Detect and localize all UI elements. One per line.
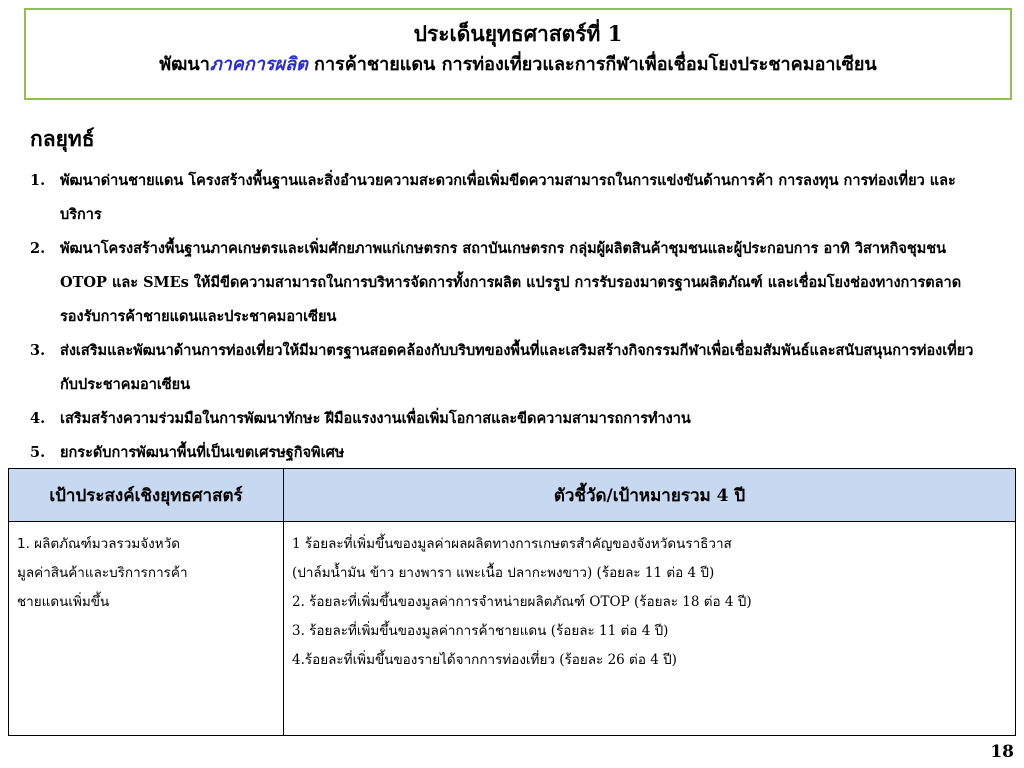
indicator-cell <box>284 522 1016 736</box>
subtitle-rest: การค้าชายแดน การท่องเที่ยวและการกีฬาเพื่อเชื่อมโยงประชาคมอาเซียน <box>307 54 877 75</box>
page-title: ประเด็นยุทธศาสตร์ที่ 1 <box>413 21 623 46</box>
page-number: 18 <box>990 742 1014 762</box>
title-box <box>24 8 1012 100</box>
indicator-line: 2. ร้อยละที่เพิ่มขึ้นของมูลค่าการจำหน่ายผลิตภัณฑ์ OTOP (ร้อยละ 18 ต่อ 4 ปี) <box>292 594 752 610</box>
strategy-item-number: 1. <box>30 172 46 189</box>
table-header-row <box>9 469 1016 522</box>
strategy-item-text: ยกระดับการพัฒนาพื้นที่เป็นเขตเศรษฐกิจพิเศษ <box>60 444 345 461</box>
goal-cell <box>9 522 284 736</box>
strategy-item-text: ส่งเสริมและพัฒนาด้านการท่องเที่ยวให้มีมาตรฐานสอดคล้องกับบริบทของพื้นที่และเสริมสร้างกิจกรรมกีฬาเพื่อเชื่อมสัมพันธ์และสนับสนุนการท่องเที่ยวกับประชาคมอาเซียน <box>60 342 974 393</box>
goals-indicators-table <box>8 468 1016 736</box>
indicator-line: (ปาล์มน้ำมัน ข้าว ยางพารา แพะเนื้อ ปลากะพงขาว) (ร้อยละ 11 ต่อ 4 ปี) <box>292 565 715 581</box>
page-subtitle <box>26 52 1010 78</box>
strategy-item-number: 2. <box>30 240 46 257</box>
indicator-line: 3. ร้อยละที่เพิ่มขึ้นของมูลค่าการค้าชายแดน (ร้อยละ 11 ต่อ 4 ปี) <box>292 623 669 639</box>
strategy-item-number: 4. <box>30 410 46 427</box>
strategy-item-number: 5. <box>30 444 46 461</box>
subtitle-prefix: พัฒนา <box>159 54 210 75</box>
strategy-item <box>30 402 1020 436</box>
goal-text: 1. ผลิตภัณฑ์มวลรวมจังหวัด มูลค่าสินค้าและบริการการค้า ชายแดนเพิ่มขึ้น <box>17 536 188 610</box>
indicator-line: 1 ร้อยละที่เพิ่มขึ้นของมูลค่าผลผลิตทางการเกษตรสำคัญของจังหวัดนราธิวาส <box>292 536 732 552</box>
strategy-item <box>30 232 1020 334</box>
strategy-item-number: 3. <box>30 342 46 359</box>
indicator-line: 4.ร้อยละที่เพิ่มขึ้นของรายได้จากการท่องเที่ยว (ร้อยละ 26 ต่อ 4 ปี) <box>292 652 677 668</box>
strategy-item <box>30 334 1020 402</box>
subtitle-highlight: ภาคการผลิต <box>209 54 308 75</box>
strategy-item-text: เสริมสร้างความร่วมมือในการพัฒนาทักษะ ฝีมือแรงงานเพื่อเพิ่มโอกาสและขีดความสามารถการทำงาน <box>60 410 691 427</box>
strategy-heading: กลยุทธ์ <box>30 126 95 151</box>
strategy-item-text: พัฒนาด่านชายแดน โครงสร้างพื้นฐานและสิ่งอำนวยความสะดวกเพื่อเพิ่มขีดความสามารถในการแข่งขันด้านการค้า การลงทุน การท่องเที่ยว และบริการ <box>60 172 956 223</box>
table-row <box>9 522 1016 736</box>
goal-column-header: เป้าประสงค์เชิงยุทธศาสตร์ <box>9 469 284 522</box>
strategy-section <box>30 124 1020 470</box>
strategy-item <box>30 436 1020 470</box>
strategy-item <box>30 164 1020 232</box>
indicator-column-header: ตัวชี้วัด/เป้าหมายรวม 4 ปี <box>284 469 1016 522</box>
strategy-item-text: พัฒนาโครงสร้างพื้นฐานภาคเกษตรและเพิ่มศักยภาพแก่เกษตรกร สถาบันเกษตรกร กลุ่มผู้ผลิตสินค้าชุมชนและผู้ประกอบการ อาทิ วิสาหกิจชุมชน OTOP และ SMEs ให้มีขีดความสามารถในการบริหารจัดการทั้งการผลิต แปรรูป การรับรองมาตรฐานผลิตภัณฑ์ และเชื่อมโยงช่องทางการตลาดรองรับการค้าชายแดนและประชาคมอาเซียน <box>60 240 962 325</box>
